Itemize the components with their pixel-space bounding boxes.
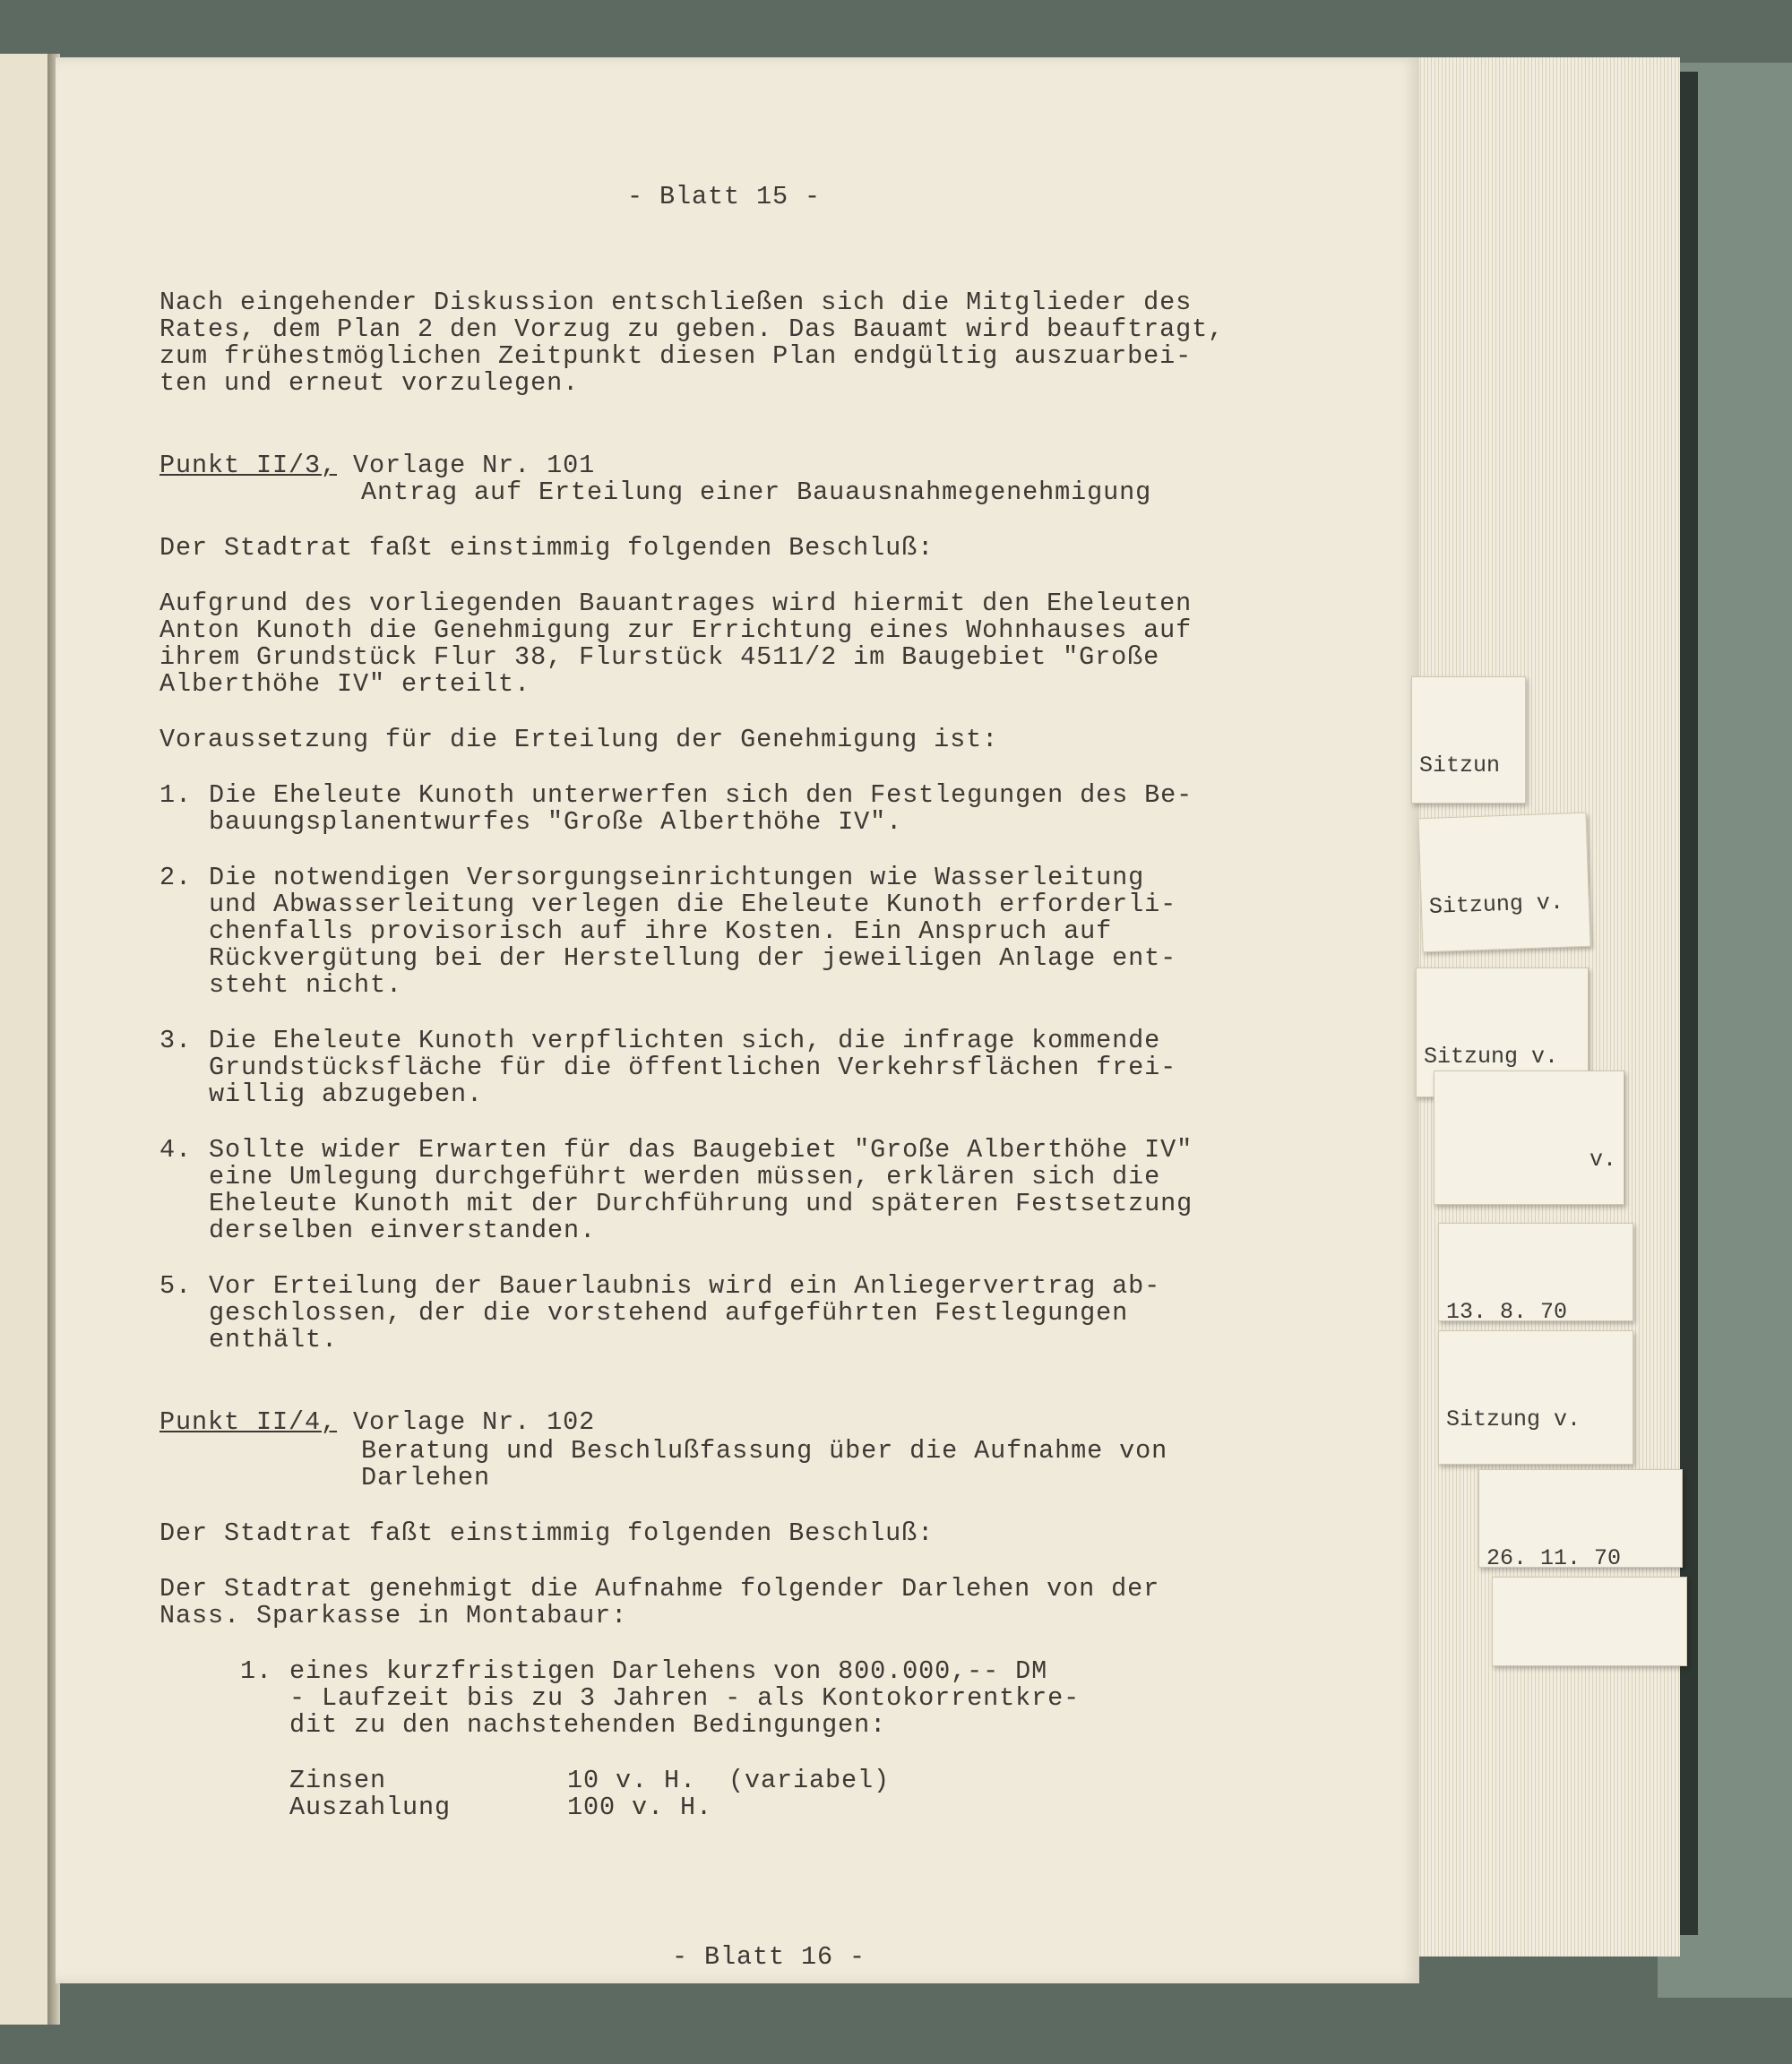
list-item — [159, 782, 1288, 836]
intro-line: zum frühestmöglichen Zeitpunkt diesen Plan endgültig auszuarbei- — [159, 341, 1193, 371]
list-line: Die Eheleute Kunoth verpflichten sich, die infrage kommende — [209, 1026, 1161, 1055]
list-number: 3. — [159, 1026, 193, 1055]
left-page-edge — [0, 54, 51, 2025]
list-line: Sollte wider Erwarten für das Baugebiet "Große Alberthöhe IV" — [209, 1135, 1193, 1165]
condition-intro: Voraussetzung für die Erteilung der Genehmigung ist: — [159, 725, 999, 754]
tab-line: Sitzung v. — [1428, 889, 1564, 920]
resolution-intro: Der Stadtrat faßt einstimmig folgenden Beschluß: — [159, 1518, 935, 1548]
index-tab[interactable] — [1434, 1071, 1624, 1205]
loan-line: eines kurzfristigen Darlehens von 800.000,-- DM — [289, 1656, 1048, 1686]
list-line: geschlossen, der die vorstehend aufgeführten Festlegungen — [209, 1298, 1129, 1328]
list-number: 4. — [159, 1135, 193, 1165]
list-number: 2. — [159, 863, 193, 892]
section-subject: Beratung und Beschlußfassung über die Aufnahme von — [361, 1436, 1168, 1466]
index-tab[interactable] — [1492, 1577, 1687, 1666]
section-heading — [159, 1409, 1288, 1436]
vorlage-number: Vorlage Nr. 101 — [353, 451, 596, 480]
loan-line: dit zu den nachstehenden Bedingungen: — [289, 1710, 887, 1740]
index-tab[interactable] — [1411, 676, 1526, 804]
list-number: 1. — [159, 780, 193, 810]
list-number: 5. — [159, 1271, 193, 1301]
loan-line: - Laufzeit bis zu 3 Jahren - als Kontokorrentkre- — [289, 1683, 1081, 1713]
intro-line: Rates, dem Plan 2 den Vorzug zu geben. Das Bauamt wird beauftragt, — [159, 314, 1225, 344]
intro-line: Nach eingehender Diskussion entschließen sich die Mitglieder des — [159, 288, 1193, 317]
tab-line: Sitzung v. — [1446, 1406, 1581, 1432]
resolution-intro: Der Stadtrat faßt einstimmig folgenden Beschluß: — [159, 533, 935, 563]
page-header: - Blatt 15 - — [626, 182, 822, 211]
body-line: ihrem Grundstück Flur 38, Flurstück 4511/2 im Baugebiet "Große — [159, 642, 1160, 672]
loan-term — [159, 1794, 1288, 1821]
list-item — [159, 864, 1288, 999]
section-subject: Darlehen — [361, 1463, 491, 1492]
term-value: 100 v. H. — [567, 1793, 713, 1822]
index-tab[interactable] — [1438, 1223, 1633, 1321]
body-line: Aufgrund des vorliegenden Bauantrages wird hiermit den Eheleuten — [159, 589, 1193, 618]
body-line: Alberthöhe IV" erteilt. — [159, 669, 531, 699]
body-line: Anton Kunoth die Genehmigung zur Errichtung eines Wohnhauses auf — [159, 615, 1193, 645]
list-line: derselben einverstanden. — [209, 1216, 597, 1245]
body-line: Nass. Sparkasse in Montabaur: — [159, 1601, 628, 1630]
tab-line: 26. 11. 70 — [1486, 1545, 1622, 1568]
section-label: Punkt II/3, — [159, 451, 338, 480]
intro-line: ten und erneut vorzulegen. — [159, 368, 580, 398]
list-line: enthält. — [209, 1325, 339, 1354]
section-heading — [159, 452, 1288, 479]
list-item — [159, 1028, 1288, 1108]
tab-line: Sitzun — [1419, 752, 1501, 778]
vorlage-number: Vorlage Nr. 102 — [353, 1407, 596, 1437]
list-line: willig abzugeben. — [209, 1079, 484, 1109]
term-key: Zinsen — [289, 1766, 387, 1795]
tab-line: Sitzung v. — [1424, 1044, 1559, 1070]
loan-item — [159, 1658, 1288, 1739]
list-line: Eheleute Kunoth mit der Durchführung und späteren Festsetzung — [209, 1189, 1193, 1218]
loan-number: 1. — [240, 1656, 273, 1686]
tab-line: v. — [1589, 1147, 1616, 1173]
list-line: bauungsplanentwurfes "Große Alberthöhe IV". — [209, 807, 903, 837]
list-line: Vor Erteilung der Bauerlaubnis wird ein Anliegervertrag ab- — [209, 1271, 1161, 1301]
index-tab[interactable] — [1417, 813, 1590, 952]
list-line: steht nicht. — [209, 970, 403, 1000]
list-line: Die notwendigen Versorgungseinrichtungen wie Wasserleitung — [209, 863, 1145, 892]
body-line: Der Stadtrat genehmigt die Aufnahme folgender Darlehen von der — [159, 1574, 1160, 1604]
index-tab[interactable] — [1478, 1469, 1683, 1568]
index-tab[interactable] — [1438, 1330, 1633, 1465]
term-value: 10 v. H. (variabel) — [567, 1766, 891, 1795]
page-footer: - Blatt 16 - — [671, 1942, 866, 1972]
list-item — [159, 1137, 1288, 1244]
loan-term — [159, 1767, 1288, 1794]
term-key: Auszahlung — [289, 1793, 452, 1822]
tab-line: 13. 8. 70 — [1446, 1299, 1568, 1321]
list-line: Die Eheleute Kunoth unterwerfen sich den Festlegungen des Be- — [209, 780, 1193, 810]
list-item — [159, 1273, 1288, 1354]
document-text — [159, 182, 1288, 1972]
list-line: und Abwasserleitung verlegen die Eheleute Kunoth erforderli- — [209, 890, 1177, 919]
list-line: Rückvergütung bei der Herstellung der jeweiligen Anlage ent- — [209, 943, 1177, 973]
list-line: Grundstücksfläche für die öffentlichen Verkehrsflächen frei- — [209, 1053, 1177, 1082]
list-line: eine Umlegung durchgeführt werden müssen, erklären sich die — [209, 1162, 1161, 1191]
section-label: Punkt II/4, — [159, 1407, 338, 1437]
section-subject: Antrag auf Erteilung einer Bauausnahmegenehmigung — [361, 477, 1152, 507]
list-line: chenfalls provisorisch auf ihre Kosten. Ein Anspruch auf — [209, 916, 1113, 946]
